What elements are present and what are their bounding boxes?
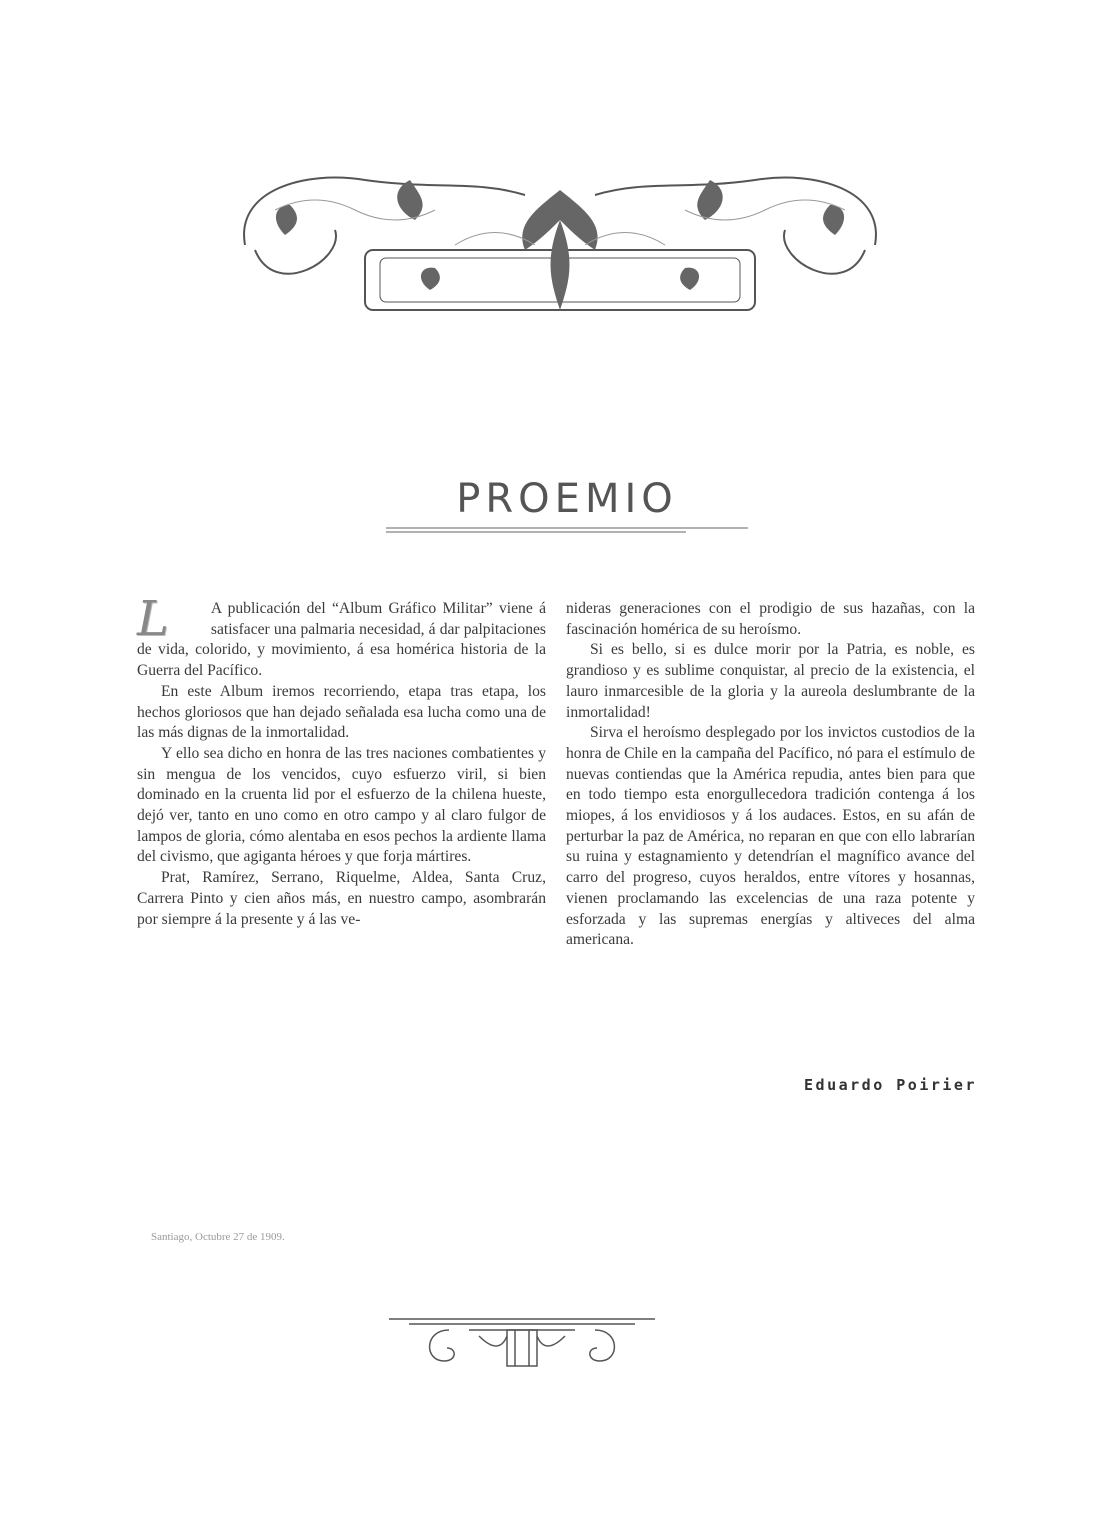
paragraph-3: Y ello sea dicho en honra de las tres naciones combatientes y sin mengua de los vencidos, cuyo esfuerzo viril, si bien dominado en la cruenta lid por el esfuerzo de la chilena hueste, dejó ver, tanto en uno como en otro campo y al claro fulgor de lampos de gloria, cómo alentaba en esos pechos la ardiente llama del civismo, que agiganta héroes y que forja mártires.: [137, 744, 546, 866]
paragraph-6: Si es bello, si es dulce morir por la Patria, es noble, es grandioso y es sublime conquistar, al precio de la existencia, el lauro inmarcesible de la gloria y la aureola deslumbrante de la inmortalidad!: [566, 641, 975, 721]
page-title: PROEMIO: [456, 476, 678, 522]
right-column: [566, 599, 975, 951]
paragraph-2: En este Album iremos recorriendo, etapa tras etapa, los hechos gloriosos que han dejado señalada esa lucha como una de las más dignas de la inmortalidad.: [137, 682, 546, 742]
drop-cap: L: [137, 591, 169, 647]
author-signature: Eduardo Poirier: [804, 1076, 977, 1094]
paragraph-7: Sirva el heroísmo desplegado por los invictos custodios de la honra de Chile en la campaña del Pacífico, nó para el estímulo de nuevas contiendas que la América repudia, antes bien para que en todo tiempo esta enorgullecedora tradición contenga á los miopes, á los envidiosos y á los audaces. Estos, en su afán de perturbar la paz de América, no reparan en que con ello labrarían su ruina y estagnamiento y detendrían el magnífico avance del carro del progreso, cuyos heraldos, entre vítores y hosannas, vienen proclamando las excelencias de una raza potente y esforzada y las supremas energías y altiveces del alma americana.: [566, 724, 975, 949]
floral-header-ornament: [215, 150, 905, 325]
paragraph-4: Prat, Ramírez, Serrano, Riquelme, Aldea, Santa Cruz, Carrera Pinto y cien años más, en nuestro campo, asombrarán por siempre á la presente y á las ve-: [137, 869, 546, 928]
footer-ornament: [389, 1316, 655, 1374]
paragraph-1: L A publicación del “Album Gráfico Militar” viene á satisfacer una palmaria necesidad, á dar palpitaciones de vida, colorido, y movimiento, á esa homérica historia de la Guerra del Pacífico.: [137, 591, 546, 680]
left-column: [137, 591, 546, 930]
date-line: Santiago, Octubre 27 de 1909.: [151, 1231, 285, 1243]
title-underline: [386, 526, 748, 536]
paragraph-5: nideras generaciones con el prodigio de sus hazañas, con la fascinación homérica de su heroísmo.: [566, 600, 975, 638]
